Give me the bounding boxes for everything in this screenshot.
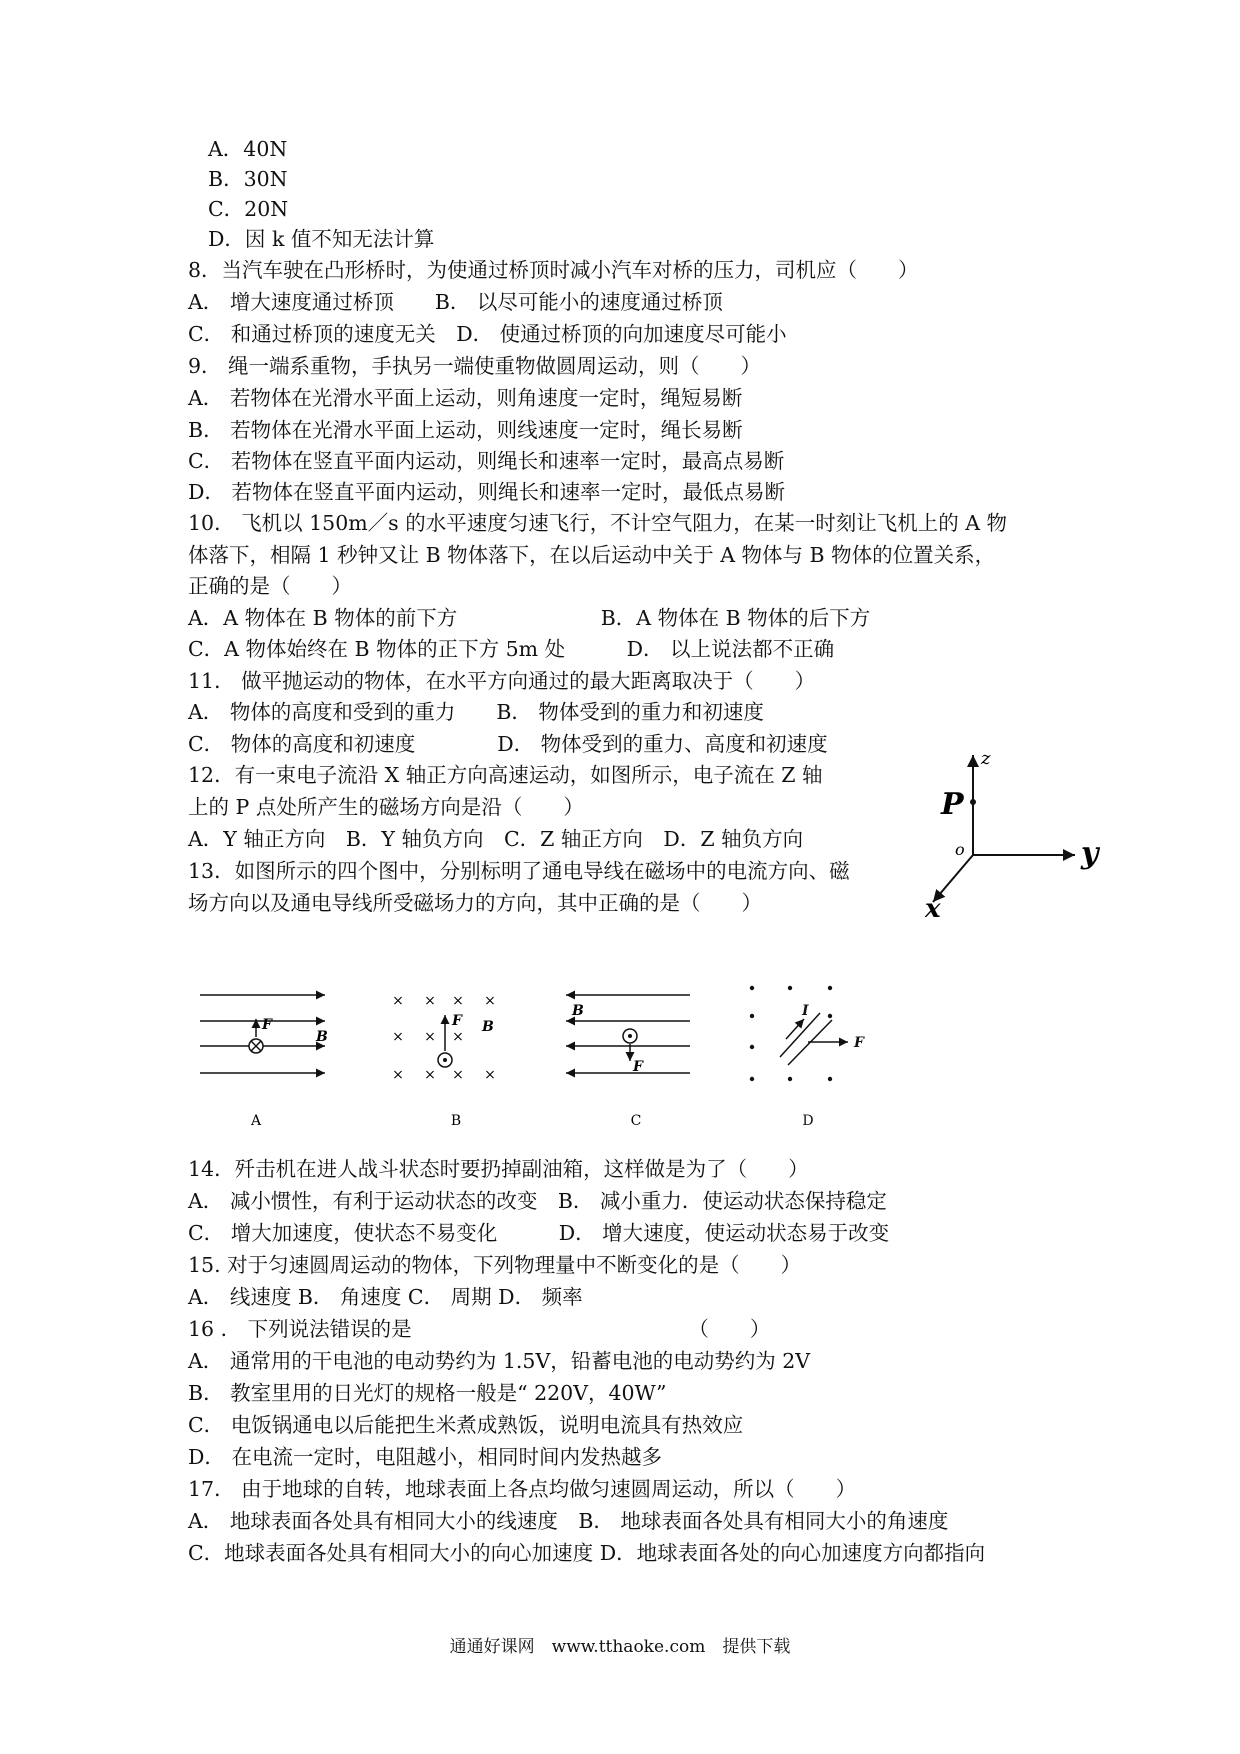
question-15: 15. 对于匀速圆周运动的物体，下列物理量中不断变化的是（ ） [188, 1253, 802, 1277]
figure-a-caption: A [250, 1113, 262, 1129]
question-11: 11． 做平抛运动的物体，在水平方向通过的最大距离取决于（ ） [188, 669, 816, 693]
page-footer: 通通好课网 www.tthaoke.com 提供下载 [449, 1637, 791, 1657]
question-13-line1: 13．如图所示的四个图中，分别标明了通电导线在磁场中的电流方向、磁 [188, 859, 850, 883]
question-16: 16 ． 下列说法错误的是 （ ） [188, 1317, 771, 1341]
point-p [970, 799, 976, 805]
figure-b-caption: B [450, 1113, 462, 1129]
option-7a: A．40N [208, 137, 288, 161]
option-9d: D． 若物体在竖直平面内运动，则绳长和速率一定时，最低点易断 [188, 480, 785, 504]
figure-c-force: F [633, 1059, 643, 1075]
question-12-line2: 上的 P 点处所产生的磁场方向是沿（ ） [188, 795, 584, 819]
options-11-ab: A． 物体的高度和受到的重力 B． 物体受到的重力和初速度 [188, 700, 764, 724]
axis-z-label: z [981, 748, 991, 769]
options-17-cd: C．地球表面各处具有相同大小的向心加速度 D．地球表面各处的向心加速度方向都指向 [188, 1541, 986, 1565]
question-14: 14．歼击机在进人战斗状态时要扔掉副油箱，这样做是为了（ ） [188, 1157, 809, 1181]
question-8: 8．当汽车驶在凸形桥时，为使通过桥顶时减小汽车对桥的压力，司机应（ ） [188, 258, 919, 282]
option-16d: D． 在电流一定时，电阻越小，相同时间内发热越多 [188, 1445, 662, 1469]
option-7d: D．因 k 值不知无法计算 [208, 227, 435, 251]
figure-b-field: B [482, 1019, 494, 1035]
options-14-ab: A． 减小惯性，有利于运动状态的改变 B． 减小重力．使运动状态保持稳定 [188, 1189, 887, 1213]
figure-c [566, 995, 690, 1129]
options-14-cd: C． 增大加速度，使状态不易变化 D． 增大速度，使运动状态易于改变 [188, 1221, 890, 1245]
question-10-line2: 体落下，相隔 1 秒钟又让 B 物体落下，在以后运动中关于 A 物体与 B 物体的位置关系， [188, 543, 996, 567]
question-13-line2: 场方向以及通电导线所受磁场力的方向，其中正确的是（ ） [188, 891, 762, 915]
svg-text:×: × [452, 1029, 464, 1045]
figure-d-force: F [854, 1035, 864, 1051]
options-8-cd: C． 和通过桥顶的速度无关 D． 使通过桥顶的向加速度尽可能小 [188, 322, 787, 346]
option-16a: A． 通常用的干电池的电动势约为 1.5V，铅蓄电池的电动势约为 2V [188, 1349, 811, 1373]
figure-b [392, 993, 496, 1129]
option-16c: C． 电饭锅通电以后能把生米煮成熟饭，说明电流具有热效应 [188, 1413, 744, 1437]
option-9c: C． 若物体在竖直平面内运动，则绳长和速率一定时，最高点易断 [188, 449, 785, 473]
figure-a-field: B [316, 1029, 328, 1045]
figure-c-caption: C [630, 1113, 642, 1129]
figure-a [200, 995, 328, 1129]
options-10-ab: A．A 物体在 B 物体的前下方 B．A 物体在 B 物体的后下方 [188, 606, 871, 630]
origin-label: o [955, 840, 965, 859]
figure-b-force: F [452, 1013, 462, 1029]
figure-c-field: B [572, 1003, 584, 1019]
options-12: A．Y 轴正方向 B．Y 轴负方向 C．Z 轴正方向 D．Z 轴负方向 [188, 827, 804, 851]
option-16b: B． 教室里用的日光灯的规格一般是“ 220V，40W” [188, 1381, 667, 1405]
figure-d [750, 986, 865, 1129]
question-10-line1: 10． 飞机以 150m／s 的水平速度匀速飞行，不计空气阻力，在某一时刻让飞机上的 A 物 [188, 511, 1008, 535]
question-17: 17． 由于地球的自转，地球表面上各点均做匀速圆周运动，所以（ ） [188, 1477, 857, 1501]
question-12-line1: 12．有一束电子流沿 X 轴正方向高速运动，如图所示，电子流在 Z 轴 [188, 763, 823, 787]
svg-text:×: × [392, 1067, 404, 1083]
option-7b: B．30N [208, 167, 288, 191]
svg-text:×: × [392, 993, 404, 1009]
figure-d-current: I [802, 1003, 809, 1019]
axis-y-label: y [1081, 836, 1099, 871]
option-9b: B． 若物体在光滑水平面上运动，则线速度一定时，绳长易断 [188, 418, 743, 442]
question-9: 9． 绳一端系重物，手执另一端使重物做圆周运动，则（ ） [188, 354, 762, 378]
svg-text:×: × [484, 1067, 496, 1083]
svg-text:×: × [424, 1067, 436, 1083]
options-17-ab: A． 地球表面各处具有相同大小的线速度 B． 地球表面各处具有相同大小的角速度 [188, 1509, 949, 1533]
svg-text:×: × [452, 1067, 464, 1083]
options-10-cd: C．A 物体始终在 B 物体的正下方 5m 处 D． 以上说法都不正确 [188, 637, 835, 661]
axis-x-label: x [925, 894, 941, 924]
options-8-ab: A． 增大速度通过桥顶 B． 以尽可能小的速度通过桥顶 [188, 290, 723, 314]
options-11-cd: C． 物体的高度和初速度 D． 物体受到的重力、高度和初速度 [188, 732, 828, 756]
option-7c: C．20N [208, 197, 289, 221]
svg-text:×: × [484, 993, 496, 1009]
field-figures [190, 975, 910, 1135]
point-p-label: P [941, 787, 964, 822]
svg-text:×: × [392, 1029, 404, 1045]
question-10-line3: 正确的是（ ） [188, 574, 352, 598]
svg-text:×: × [424, 993, 436, 1009]
figure-a-force: F [262, 1017, 272, 1033]
axes-figure [925, 740, 1110, 925]
options-15: A． 线速度 B． 角速度 C． 周期 D． 频率 [188, 1285, 583, 1309]
figure-d-caption: D [802, 1113, 814, 1129]
svg-text:×: × [452, 993, 464, 1009]
svg-text:×: × [424, 1029, 436, 1045]
option-9a: A． 若物体在光滑水平面上运动，则角速度一定时，绳短易断 [188, 386, 743, 410]
